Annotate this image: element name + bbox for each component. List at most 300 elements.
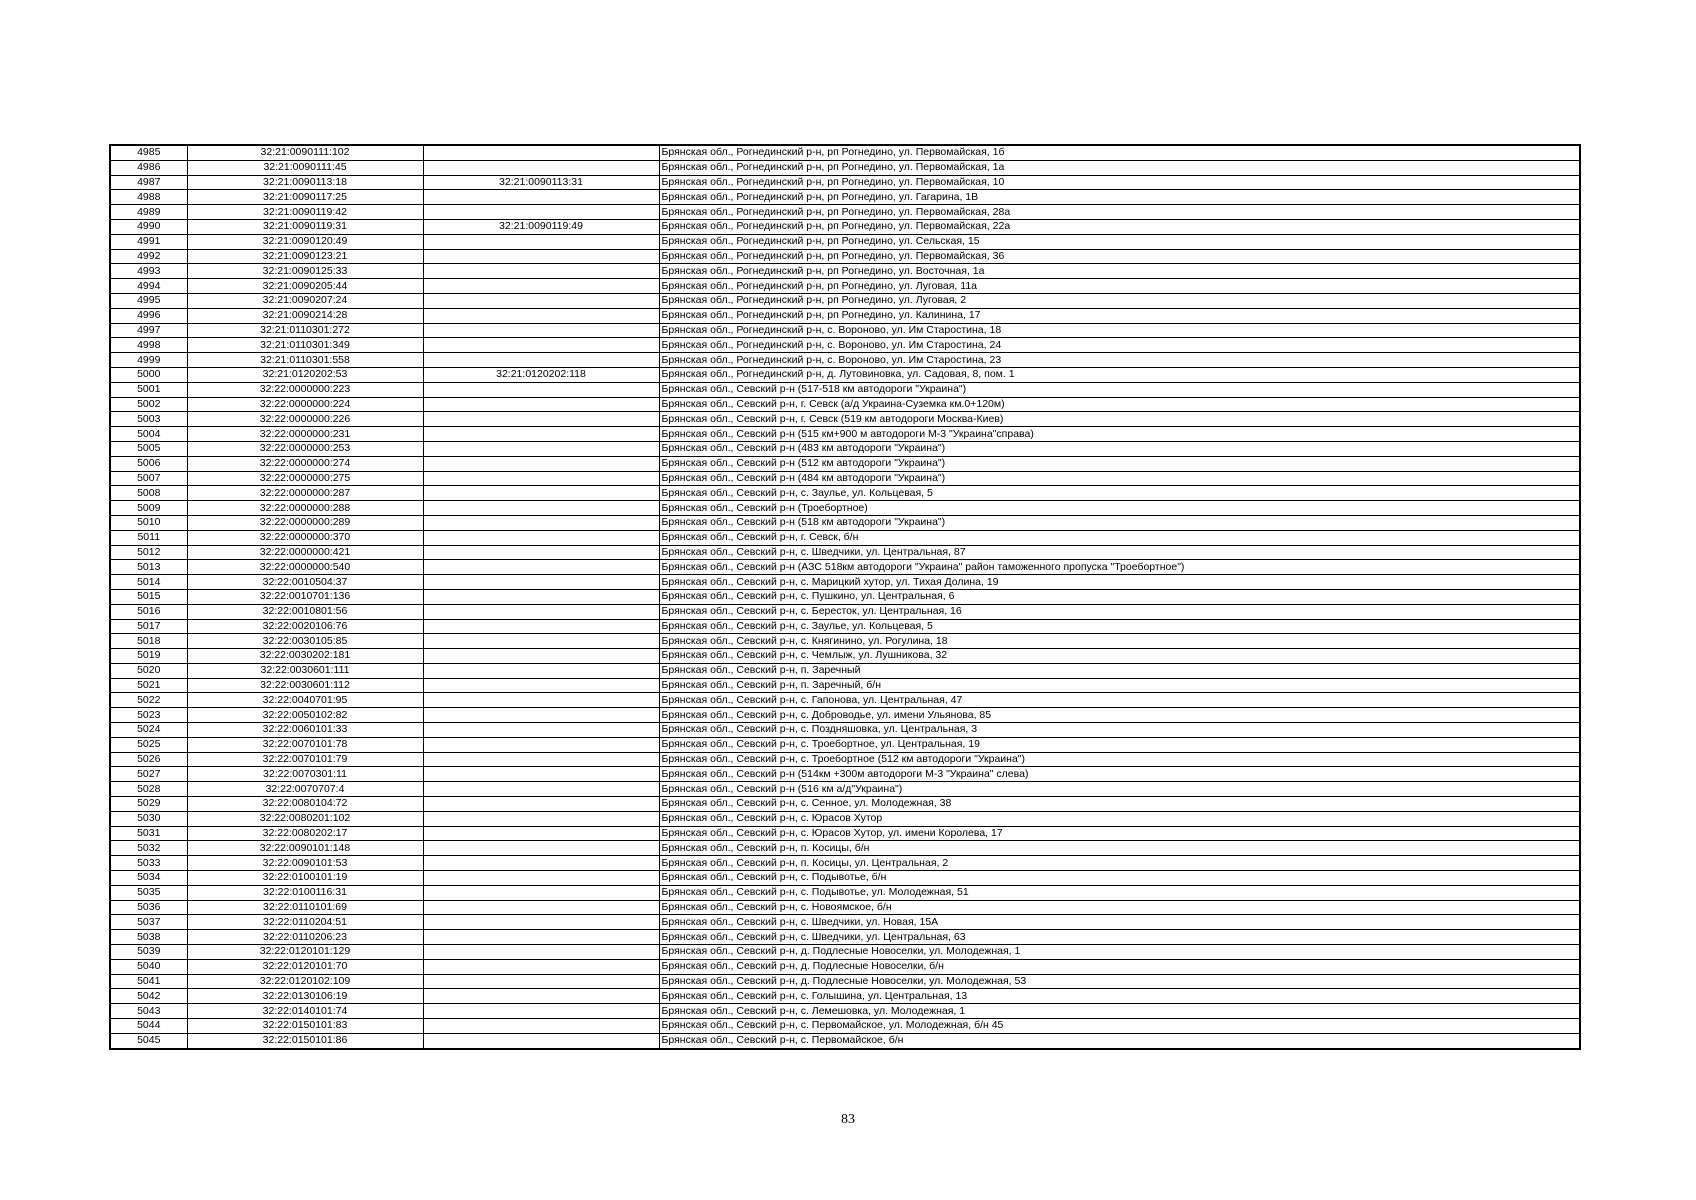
table-row [110,427,1580,442]
address-cell: Брянская обл., Севский р-н (516 км а/д"Украина") [659,782,1580,797]
cadastral-number-cell: 32:21:0090117:25 [187,190,423,205]
table-row [110,737,1580,752]
table-row [110,515,1580,530]
table-row [110,604,1580,619]
address-cell: Брянская обл., Севский р-н (483 км автодороги "Украина") [659,441,1580,456]
table-row [110,752,1580,767]
cadastral-number-cell: 32:22:0000000:288 [187,501,423,516]
row-number-cell: 5014 [110,575,187,590]
table-row [110,989,1580,1004]
table-row [110,782,1580,797]
row-number-cell: 5023 [110,708,187,723]
cadastral-number-cell: 32:22:0120101:129 [187,945,423,960]
row-number-cell: 4985 [110,145,187,160]
address-cell: Брянская обл., Севский р-н, г. Севск (519 км автодороги Москва-Киев) [659,412,1580,427]
table-row [110,841,1580,856]
cadastral-number-cell: 32:22:0000000:289 [187,515,423,530]
table-row [110,160,1580,175]
address-cell: Брянская обл., Севский р-н, д. Подлесные Новоселки, ул. Молодежная, 53 [659,974,1580,989]
row-number-cell: 4993 [110,264,187,279]
row-number-cell: 5026 [110,752,187,767]
cadastral-number-cell: 32:22:0000000:275 [187,471,423,486]
table-row [110,974,1580,989]
row-number-cell: 4996 [110,308,187,323]
previous-number-cell [423,900,659,915]
previous-number-cell [423,190,659,205]
table-row [110,205,1580,220]
table-row [110,708,1580,723]
row-number-cell: 5034 [110,871,187,886]
previous-number-cell [423,841,659,856]
table-row [110,589,1580,604]
address-cell: Брянская обл., Рогнединский р-н, с. Вороново, ул. Им Старостина, 23 [659,353,1580,368]
previous-number-cell [423,826,659,841]
row-number-cell: 5044 [110,1019,187,1034]
table-row [110,382,1580,397]
row-number-cell: 5040 [110,959,187,974]
address-cell: Брянская обл., Севский р-н, с. Лемешовка, ул. Молодежная, 1 [659,1004,1580,1019]
cadastral-number-cell: 32:22:0000000:231 [187,427,423,442]
previous-number-cell [423,604,659,619]
table-row [110,693,1580,708]
table-row [110,826,1580,841]
cadastral-number-cell: 32:22:0130106:19 [187,989,423,1004]
table-row [110,678,1580,693]
row-number-cell: 5024 [110,723,187,738]
address-cell: Брянская обл., Севский р-н (АЗС 518км автодороги "Украина" район таможенного пропуска "Троебортное") [659,560,1580,575]
previous-number-cell [423,723,659,738]
previous-number-cell [423,589,659,604]
row-number-cell: 5031 [110,826,187,841]
row-number-cell: 5029 [110,797,187,812]
address-cell: Брянская обл., Севский р-н, д. Подлесные Новоселки, б/н [659,959,1580,974]
row-number-cell: 5008 [110,486,187,501]
cadastral-number-cell: 32:22:0090101:53 [187,856,423,871]
address-cell: Брянская обл., Севский р-н, п. Косицы, б/н [659,841,1580,856]
table-row [110,308,1580,323]
previous-number-cell [423,441,659,456]
address-cell: Брянская обл., Севский р-н, с. Доброводье, ул. имени Ульянова, 85 [659,708,1580,723]
address-cell: Брянская обл., Севский р-н, д. Подлесные Новоселки, ул. Молодежная, 1 [659,945,1580,960]
row-number-cell: 5035 [110,885,187,900]
table-row [110,441,1580,456]
previous-number-cell [423,501,659,516]
address-cell: Брянская обл., Рогнединский р-н, с. Вороново, ул. Им Старостина, 18 [659,323,1580,338]
previous-number-cell [423,752,659,767]
address-cell: Брянская обл., Севский р-н, с. Поздняшовка, ул. Центральная, 3 [659,723,1580,738]
table-body [110,145,1580,1049]
row-number-cell: 4992 [110,249,187,264]
previous-number-cell [423,974,659,989]
table-row [110,456,1580,471]
row-number-cell: 4991 [110,234,187,249]
cadastral-number-cell: 32:22:0010504:37 [187,575,423,590]
row-number-cell: 5032 [110,841,187,856]
cadastral-number-cell: 32:21:0110301:349 [187,338,423,353]
table-row [110,367,1580,382]
row-number-cell: 5002 [110,397,187,412]
cadastral-number-cell: 32:22:0000000:540 [187,560,423,575]
table-row [110,353,1580,368]
previous-number-cell [423,293,659,308]
previous-number-cell [423,767,659,782]
table-row [110,871,1580,886]
address-cell: Брянская обл., Севский р-н, с. Гапонова, ул. Центральная, 47 [659,693,1580,708]
row-number-cell: 5030 [110,811,187,826]
row-number-cell: 5037 [110,915,187,930]
address-cell: Брянская обл., Рогнединский р-н, рп Рогнедино, ул. Сельская, 15 [659,234,1580,249]
cadastral-number-cell: 32:22:0000000:253 [187,441,423,456]
cadastral-number-cell: 32:22:0000000:370 [187,530,423,545]
address-cell: Брянская обл., Рогнединский р-н, рп Рогнедино, ул. Калинина, 17 [659,308,1580,323]
cadastral-number-cell: 32:22:0020106:76 [187,619,423,634]
row-number-cell: 4995 [110,293,187,308]
cadastral-number-cell: 32:22:0000000:226 [187,412,423,427]
cadastral-number-cell: 32:21:0090111:102 [187,145,423,160]
address-cell: Брянская обл., Рогнединский р-н, рп Рогнедино, ул. Луговая, 2 [659,293,1580,308]
address-cell: Брянская обл., Севский р-н, с. Троебортное (512 км автодороги "Украина") [659,752,1580,767]
address-cell: Брянская обл., Севский р-н, с. Бересток, ул. Центральная, 16 [659,604,1580,619]
previous-number-cell [423,456,659,471]
row-number-cell: 5012 [110,545,187,560]
previous-number-cell [423,619,659,634]
row-number-cell: 5016 [110,604,187,619]
cadastral-number-cell: 32:22:0070707:4 [187,782,423,797]
address-cell: Брянская обл., Севский р-н, с. Подывотье, б/н [659,871,1580,886]
cadastral-number-cell: 32:22:0070301:11 [187,767,423,782]
address-cell: Брянская обл., Севский р-н, с. Первомайское, б/н [659,1033,1580,1048]
address-cell: Брянская обл., Севский р-н, с. Шведчики, ул. Центральная, 63 [659,930,1580,945]
address-cell: Брянская обл., Севский р-н, п. Заречный, б/н [659,678,1580,693]
previous-number-cell [423,560,659,575]
cadastral-number-cell: 32:22:0080201:102 [187,811,423,826]
address-cell: Брянская обл., Севский р-н, с. Шведчики, ул. Центральная, 87 [659,545,1580,560]
row-number-cell: 4986 [110,160,187,175]
address-cell: Брянская обл., Севский р-н, с. Первомайское, ул. Молодежная, б/н 45 [659,1019,1580,1034]
row-number-cell: 5017 [110,619,187,634]
cadastral-number-cell: 32:21:0090111:45 [187,160,423,175]
row-number-cell: 4989 [110,205,187,220]
cadastral-number-cell: 32:22:0030601:111 [187,663,423,678]
row-number-cell: 5045 [110,1033,187,1048]
row-number-cell: 4994 [110,279,187,294]
cadastral-number-cell: 32:22:0010701:136 [187,589,423,604]
table-row [110,293,1580,308]
table-row [110,649,1580,664]
table-row [110,279,1580,294]
cadastral-number-cell: 32:21:0090207:24 [187,293,423,308]
cadastral-number-cell: 32:22:0110206:23 [187,930,423,945]
cadastral-number-cell: 32:22:0140101:74 [187,1004,423,1019]
row-number-cell: 5005 [110,441,187,456]
address-cell: Брянская обл., Рогнединский р-н, рп Рогнедино, ул. Первомайская, 1а [659,160,1580,175]
address-cell: Брянская обл., Севский р-н, с. Юрасов Хутор [659,811,1580,826]
previous-number-cell: 32:21:0090113:31 [423,175,659,190]
row-number-cell: 5015 [110,589,187,604]
table-row [110,530,1580,545]
previous-number-cell [423,915,659,930]
previous-number-cell [423,693,659,708]
address-cell: Брянская обл., Севский р-н (517-518 км автодороги "Украина") [659,382,1580,397]
row-number-cell: 5003 [110,412,187,427]
table-row [110,885,1580,900]
table-row [110,234,1580,249]
address-cell: Брянская обл., Рогнединский р-н, рп Рогнедино, ул. Гагарина, 1В [659,190,1580,205]
row-number-cell: 5019 [110,649,187,664]
row-number-cell: 4997 [110,323,187,338]
cadastral-number-cell: 32:22:0000000:224 [187,397,423,412]
previous-number-cell [423,427,659,442]
table-row [110,249,1580,264]
cadastral-number-cell: 32:21:0090113:18 [187,175,423,190]
address-cell: Брянская обл., Севский р-н (518 км автодороги "Украина") [659,515,1580,530]
table-row [110,264,1580,279]
previous-number-cell [423,145,659,160]
previous-number-cell [423,205,659,220]
table-row [110,145,1580,160]
address-cell: Брянская обл., Рогнединский р-н, рп Рогнедино, ул. Луговая, 11а [659,279,1580,294]
address-cell: Брянская обл., Севский р-н, с. Сенное, ул. Молодежная, 38 [659,797,1580,812]
cadastral-number-cell: 32:22:0120101:70 [187,959,423,974]
previous-number-cell [423,885,659,900]
row-number-cell: 4999 [110,353,187,368]
row-number-cell: 5041 [110,974,187,989]
table-row [110,412,1580,427]
address-cell: Брянская обл., Севский р-н, п. Заречный [659,663,1580,678]
address-cell: Брянская обл., Рогнединский р-н, рп Рогнедино, ул. Первомайская, 10 [659,175,1580,190]
address-cell: Брянская обл., Севский р-н, г. Севск, б/н [659,530,1580,545]
table-row [110,175,1580,190]
row-number-cell: 5018 [110,634,187,649]
address-cell: Брянская обл., Севский р-н, с. Шведчики, ул. Новая, 15А [659,915,1580,930]
cadastral-number-cell: 32:21:0110301:558 [187,353,423,368]
previous-number-cell [423,353,659,368]
row-number-cell: 5013 [110,560,187,575]
cadastral-number-cell: 32:22:0110101:69 [187,900,423,915]
cadastral-number-cell: 32:22:0040701:95 [187,693,423,708]
address-cell: Брянская обл., Рогнединский р-н, рп Рогнедино, ул. Первомайская, 28а [659,205,1580,220]
cadastral-number-cell: 32:22:0090101:148 [187,841,423,856]
row-number-cell: 5042 [110,989,187,1004]
table-row [110,1033,1580,1048]
previous-number-cell [423,545,659,560]
previous-number-cell [423,1004,659,1019]
row-number-cell: 5011 [110,530,187,545]
address-cell: Брянская обл., Рогнединский р-н, рп Рогнедино, ул. Первомайская, 22а [659,219,1580,234]
previous-number-cell [423,708,659,723]
previous-number-cell [423,486,659,501]
table-row [110,945,1580,960]
table-row [110,811,1580,826]
address-cell: Брянская обл., Севский р-н, с. Троебортное, ул. Центральная, 19 [659,737,1580,752]
row-number-cell: 4998 [110,338,187,353]
cadastral-number-cell: 32:21:0120202:53 [187,367,423,382]
previous-number-cell [423,338,659,353]
address-cell: Брянская обл., Рогнединский р-н, с. Вороново, ул. Им Старостина, 24 [659,338,1580,353]
row-number-cell: 5000 [110,367,187,382]
cadastral-number-cell: 32:22:0000000:223 [187,382,423,397]
cadastral-number-cell: 32:22:0070101:78 [187,737,423,752]
previous-number-cell [423,959,659,974]
previous-number-cell [423,649,659,664]
previous-number-cell [423,515,659,530]
cadastral-number-cell: 32:22:0070101:79 [187,752,423,767]
address-cell: Брянская обл., Севский р-н, г. Севск (а/д Украина-Суземка км.0+120м) [659,397,1580,412]
cadastral-number-cell: 32:21:0090123:21 [187,249,423,264]
table-row [110,560,1580,575]
cadastral-number-cell: 32:22:0100101:19 [187,871,423,886]
table-row [110,959,1580,974]
table-row [110,397,1580,412]
previous-number-cell [423,945,659,960]
table-row [110,767,1580,782]
table-row [110,723,1580,738]
address-cell: Брянская обл., Севский р-н, с. Юрасов Хутор, ул. имени Королева, 17 [659,826,1580,841]
address-cell: Брянская обл., Севский р-н (514км +300м автодороги М-3 "Украина" слева) [659,767,1580,782]
address-cell: Брянская обл., Рогнединский р-н, рп Рогнедино, ул. Первомайская, 1б [659,145,1580,160]
table-row [110,856,1580,871]
row-number-cell: 5043 [110,1004,187,1019]
cadastral-number-cell: 32:21:0090120:49 [187,234,423,249]
previous-number-cell: 32:21:0120202:118 [423,367,659,382]
cadastral-number-cell: 32:22:0030601:112 [187,678,423,693]
cadastral-number-cell: 32:22:0080202:17 [187,826,423,841]
cadastral-number-cell: 32:22:0000000:421 [187,545,423,560]
address-cell: Брянская обл., Севский р-н, с. Заулье, ул. Кольцевая, 5 [659,486,1580,501]
cadastral-number-cell: 32:22:0080104:72 [187,797,423,812]
row-number-cell: 5033 [110,856,187,871]
cadastral-number-cell: 32:22:0100116:31 [187,885,423,900]
cadastral-number-cell: 32:21:0090205:44 [187,279,423,294]
address-cell: Брянская обл., Севский р-н, с. Марицкий хутор, ул. Тихая Долина, 19 [659,575,1580,590]
row-number-cell: 5022 [110,693,187,708]
row-number-cell: 5010 [110,515,187,530]
row-number-cell: 5021 [110,678,187,693]
cadastral-number-cell: 32:22:0000000:287 [187,486,423,501]
address-cell: Брянская обл., Севский р-н (484 км автодороги "Украина") [659,471,1580,486]
previous-number-cell [423,412,659,427]
previous-number-cell [423,160,659,175]
address-cell: Брянская обл., Севский р-н, с. Голышина, ул. Центральная, 13 [659,989,1580,1004]
previous-number-cell [423,737,659,752]
previous-number-cell [423,811,659,826]
previous-number-cell [423,471,659,486]
cadastral-number-cell: 32:21:0090119:42 [187,205,423,220]
previous-number-cell [423,871,659,886]
row-number-cell: 5027 [110,767,187,782]
cadastral-number-cell: 32:22:0120102:109 [187,974,423,989]
row-number-cell: 4990 [110,219,187,234]
row-number-cell: 5009 [110,501,187,516]
table-row [110,619,1580,634]
table-row [110,634,1580,649]
cadastral-number-cell: 32:21:0090214:28 [187,308,423,323]
cadastral-number-cell: 32:22:0110204:51 [187,915,423,930]
address-cell: Брянская обл., Рогнединский р-н, рп Рогнедино, ул. Первомайская, 36 [659,249,1580,264]
address-cell: Брянская обл., Рогнединский р-н, д. Лутовиновка, ул. Садовая, 8, пом. 1 [659,367,1580,382]
previous-number-cell [423,397,659,412]
table-row [110,323,1580,338]
previous-number-cell [423,663,659,678]
address-cell: Брянская обл., Севский р-н (Троебортное) [659,501,1580,516]
row-number-cell: 5007 [110,471,187,486]
previous-number-cell [423,1019,659,1034]
table-row [110,190,1580,205]
previous-number-cell [423,989,659,1004]
cadastral-number-cell: 32:22:0030105:85 [187,634,423,649]
cadastral-number-cell: 32:21:0110301:272 [187,323,423,338]
cadastral-number-cell: 32:21:0090125:33 [187,264,423,279]
cadastral-number-cell: 32:22:0000000:274 [187,456,423,471]
previous-number-cell [423,308,659,323]
row-number-cell: 5001 [110,382,187,397]
cadastral-number-cell: 32:22:0010801:56 [187,604,423,619]
address-cell: Брянская обл., Севский р-н, с. Заулье, ул. Кольцевая, 5 [659,619,1580,634]
address-cell: Брянская обл., Севский р-н (515 км+900 м автодороги М-3 "Украина"справа) [659,427,1580,442]
cadastral-number-cell: 32:22:0060101:33 [187,723,423,738]
row-number-cell: 5028 [110,782,187,797]
previous-number-cell [423,323,659,338]
previous-number-cell [423,234,659,249]
table-row [110,471,1580,486]
address-cell: Брянская обл., Севский р-н, п. Косицы, ул. Центральная, 2 [659,856,1580,871]
address-cell: Брянская обл., Рогнединский р-н, рп Рогнедино, ул. Восточная, 1а [659,264,1580,279]
cadastral-number-cell: 32:22:0150101:86 [187,1033,423,1048]
cadastral-number-cell: 32:22:0050102:82 [187,708,423,723]
previous-number-cell [423,249,659,264]
table-row [110,1019,1580,1034]
previous-number-cell: 32:21:0090119:49 [423,219,659,234]
table-row [110,663,1580,678]
previous-number-cell [423,264,659,279]
address-cell: Брянская обл., Севский р-н, с. Чемлыж, ул. Лушникова, 32 [659,649,1580,664]
address-cell: Брянская обл., Севский р-н, с. Княгинино, ул. Рогулина, 18 [659,634,1580,649]
previous-number-cell [423,856,659,871]
row-number-cell: 5006 [110,456,187,471]
previous-number-cell [423,797,659,812]
previous-number-cell [423,382,659,397]
cadastral-number-cell: 32:21:0090119:31 [187,219,423,234]
address-cell: Брянская обл., Севский р-н, с. Новоямское, б/н [659,900,1580,915]
row-number-cell: 5025 [110,737,187,752]
row-number-cell: 5036 [110,900,187,915]
address-cell: Брянская обл., Севский р-н, с. Подывотье, ул. Молодежная, 51 [659,885,1580,900]
table-row [110,501,1580,516]
table-row [110,900,1580,915]
table-row [110,219,1580,234]
row-number-cell: 5039 [110,945,187,960]
table-row [110,575,1580,590]
previous-number-cell [423,634,659,649]
table-row [110,545,1580,560]
address-cell: Брянская обл., Севский р-н, с. Пушкино, ул. Центральная, 6 [659,589,1580,604]
row-number-cell: 5020 [110,663,187,678]
previous-number-cell [423,575,659,590]
previous-number-cell [423,1033,659,1048]
previous-number-cell [423,930,659,945]
previous-number-cell [423,530,659,545]
table-row [110,486,1580,501]
property-table [109,144,1581,1050]
page-number: 83 [841,1112,855,1127]
previous-number-cell [423,279,659,294]
row-number-cell: 5038 [110,930,187,945]
address-cell: Брянская обл., Севский р-н (512 км автодороги "Украина") [659,456,1580,471]
previous-number-cell [423,678,659,693]
table-row [110,797,1580,812]
cadastral-number-cell: 32:22:0150101:83 [187,1019,423,1034]
table-row [110,338,1580,353]
